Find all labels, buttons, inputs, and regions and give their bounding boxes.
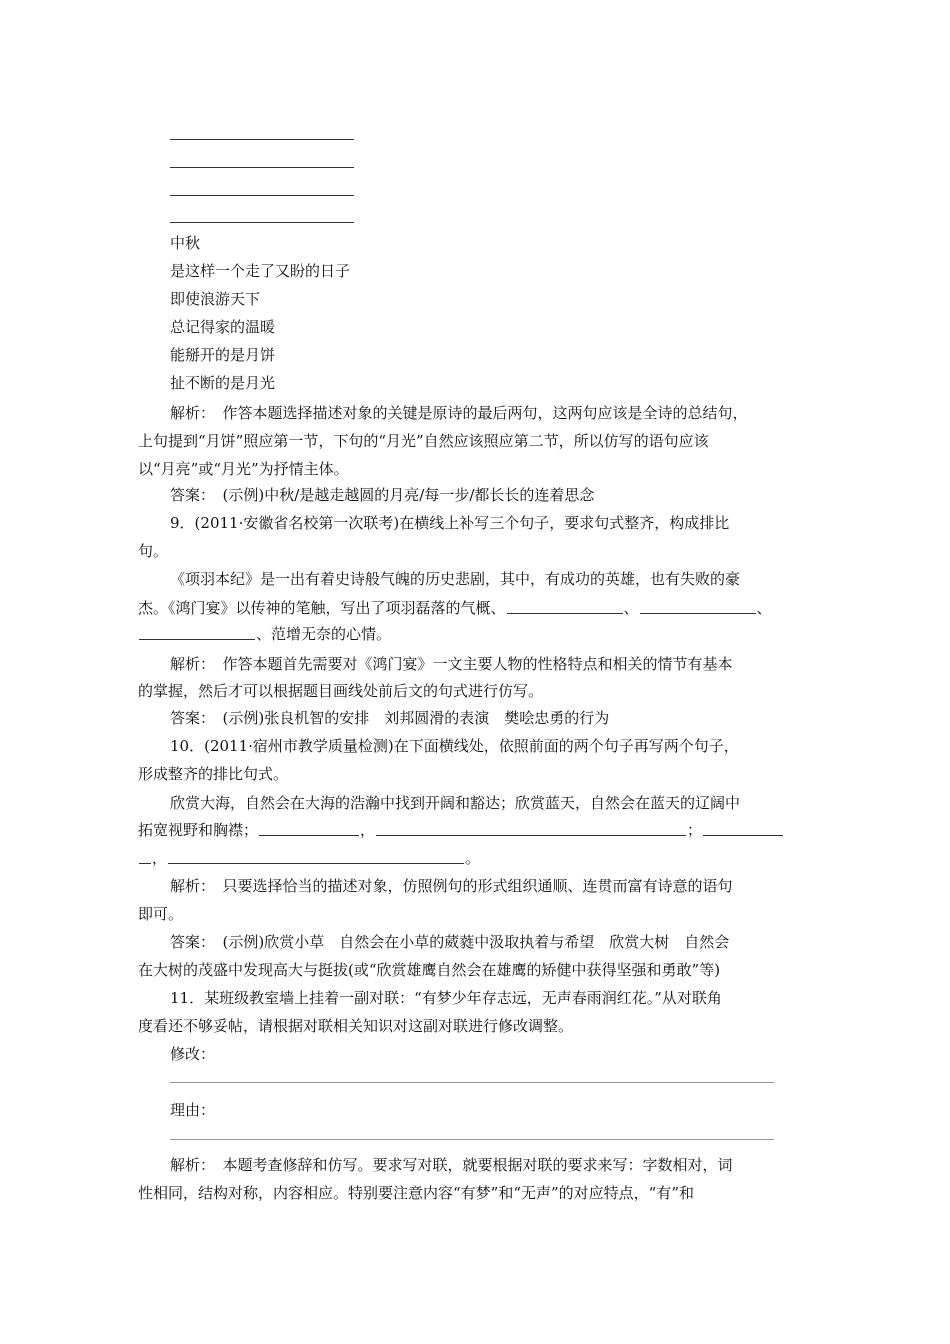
answer-blank-line [170, 222, 354, 223]
separator: 、 [756, 599, 772, 617]
separator: ； [687, 821, 703, 839]
fill-blank[interactable] [139, 863, 151, 864]
analysis-text: 即可。 [138, 905, 184, 923]
fill-blank[interactable] [259, 835, 359, 836]
poem-title: 中秋 [170, 234, 201, 252]
passage-text [138, 594, 818, 622]
analysis-text: 以“月亮”或“月光”为抒情主体。 [138, 460, 349, 478]
question-stem: 9．(2011·安徽省名校第一次联考)在横线上补写三个句子，要求句式整齐，构成排比 [170, 514, 730, 532]
question-stem: 形成整齐的排比句式。 [138, 765, 289, 783]
question-stem: 度看还不够妥帖，请根据对联相关知识对这副对联进行修改调整。 [138, 1017, 574, 1035]
poem-line: 即使浪游天下 [170, 290, 261, 308]
poem-line: 是这样一个走了又盼的日子 [170, 262, 351, 280]
separator: 、 [623, 599, 639, 617]
fill-blank[interactable] [376, 835, 686, 836]
analysis-text: 的掌握，然后才可以根据题目画线处前后文的句式进行仿写。 [138, 682, 544, 700]
analysis-text: 解析： 作答本题首先需要对《鸿门宴》一文主要人物的性格特点和相关的情节有基本 [170, 655, 733, 673]
answer-text: 答案： (示例)欣赏小草 自然会在小草的葳蕤中汲取执着与希望 欣赏大树 自然会 [170, 933, 730, 951]
question-stem: 10．(2011·宿州市教学质量检测)在下面横线处，依照前面的两个句子再写两个句子， [170, 737, 739, 755]
answer-text: 答案： (示例)中秋/是越走越圆的月亮/每一步/都长长的连着思念 [170, 486, 595, 504]
question-stem: 11．某班级教室墙上挂着一副对联：“有梦少年存志远，无声春雨润红花。”从对联角 [170, 989, 722, 1007]
separator: ， [360, 821, 376, 839]
reason-answer-line[interactable] [170, 1139, 774, 1140]
question-stem: 句。 [138, 542, 169, 560]
answer-blank-line [170, 167, 354, 168]
passage-text [138, 816, 818, 844]
poem-line: 扯不断的是月光 [170, 374, 276, 392]
answer-text: 在大树的茂盛中发现高大与挺拔(或“欣赏雄鹰自然会在雄鹰的矫健中获得坚强和勇敢”等) [138, 961, 721, 979]
passage-text: 欣赏大海，自然会在大海的浩瀚中找到开阔和豁达；欣赏蓝天，自然会在蓝天的辽阔中 [170, 794, 741, 812]
fill-blank[interactable] [168, 863, 464, 864]
poem-line: 能掰开的是月饼 [170, 346, 276, 364]
revise-label: 修改： [170, 1045, 216, 1063]
fill-blank[interactable] [640, 613, 756, 614]
fill-blank[interactable] [139, 639, 255, 640]
analysis-text: 上句提到“月饼”照应第一节，下句的“月光”自然应该照应第二节，所以仿写的语句应该 [138, 432, 709, 450]
answer-blank-line [170, 195, 354, 196]
separator: 。 [465, 849, 481, 867]
poem-line: 总记得家的温暖 [170, 318, 276, 336]
fill-blank[interactable] [703, 835, 783, 836]
fill-blank[interactable] [507, 613, 623, 614]
passage-segment: 、范增无奈的心情。 [256, 625, 392, 643]
passage-text: 《项羽本纪》是一出有着史诗般气魄的历史悲剧，其中，有成功的英雄，也有失败的豪 [170, 570, 741, 588]
answer-blank-line [170, 139, 354, 140]
analysis-text: 解析： 作答本题选择描述对象的关键是原诗的最后两句，这两句应该是全诗的总结句， [170, 404, 748, 422]
analysis-text: 性相同，结构对称，内容相应。特别要注意内容“有梦”和“无声”的对应特点，“有”和 [138, 1184, 695, 1202]
answer-text: 答案： (示例)张良机智的安排 刘邦圆滑的表演 樊哙忠勇的行为 [170, 709, 610, 727]
analysis-text: 解析： 只要选择恰当的描述对象，仿照例句的形式组织通顺、连贯而富有诗意的语句 [170, 877, 733, 895]
revise-answer-line[interactable] [170, 1082, 774, 1083]
analysis-text: 解析： 本题考查修辞和仿写。要求写对联，就要根据对联的要求来写：字数相对，词 [170, 1156, 733, 1174]
passage-segment: 拓宽视野和胸襟； [138, 821, 259, 839]
separator: ， [152, 849, 168, 867]
passage-segment: 杰。《鸿门宴》以传神的笔触，写出了项羽磊落的气概、 [138, 599, 506, 617]
reason-label: 理由： [170, 1101, 216, 1119]
passage-text [138, 844, 818, 872]
passage-text [138, 620, 818, 648]
